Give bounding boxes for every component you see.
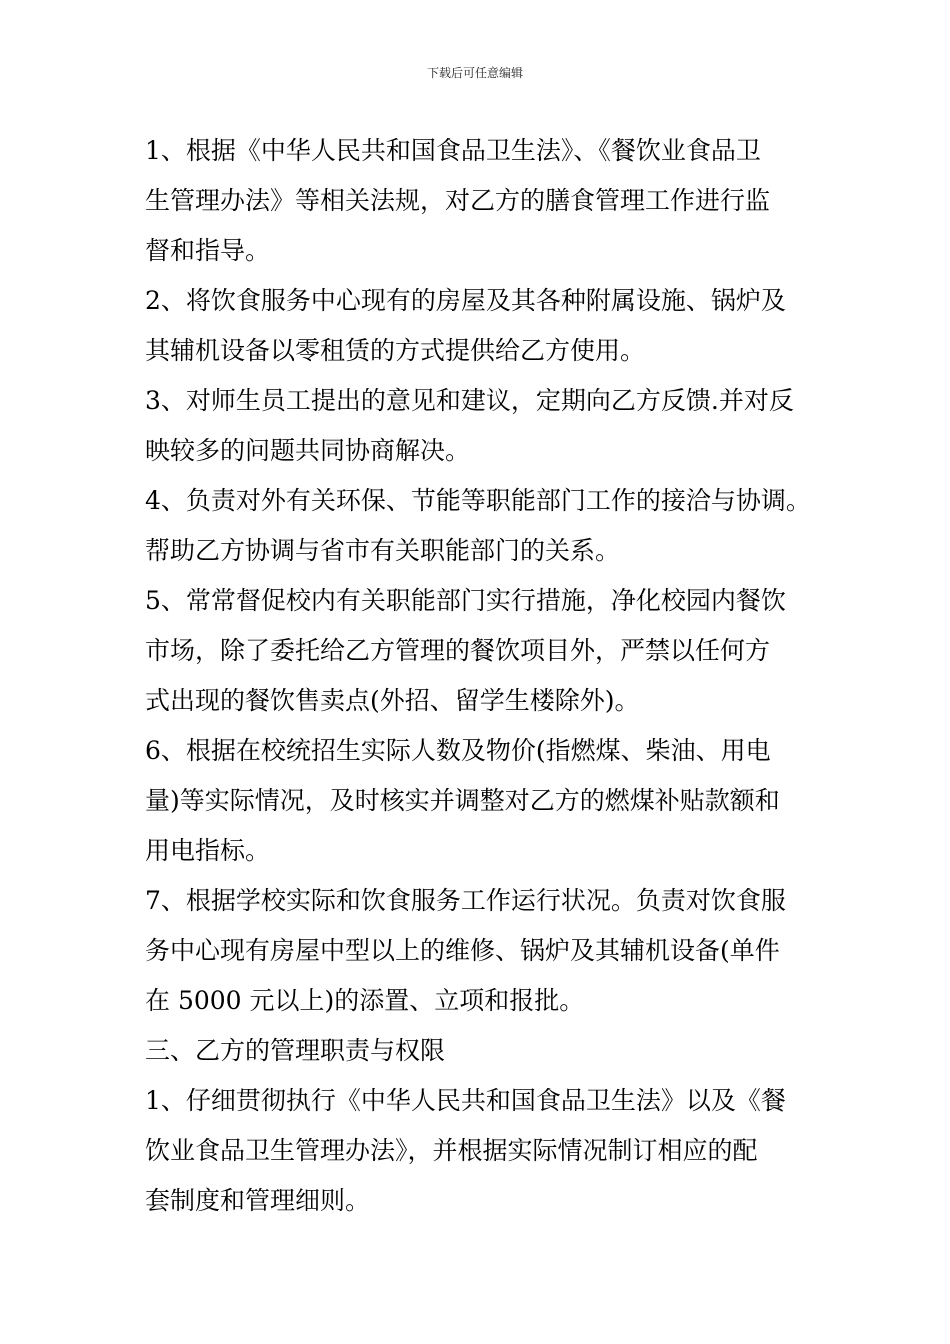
text-line: 2、将饮食服务中心现有的房屋及其各种附属设施、锅炉及 (145, 286, 786, 315)
text-line: 映较多的问题共同协商解决。 (145, 436, 471, 465)
text-line: 5、常常督促校内有关职能部门实行措施，净化校园内餐饮 (145, 586, 786, 615)
document-body (145, 126, 815, 1226)
text-line: 其辅机设备以零租赁的方式提供给乙方使用。 (145, 336, 646, 365)
text-line: 帮助乙方协调与省市有关职能部门的关系。 (145, 536, 621, 565)
page-header: 下载后可任意编辑 (426, 66, 523, 80)
text-line: 套制度和管理细则。 (145, 1186, 371, 1215)
text-line: 督和指导。 (145, 236, 271, 265)
text-line: 4、负责对外有关环保、节能等职能部门工作的接洽与协调。 (145, 486, 811, 515)
text-line: 生管理办法》等相关法规，对乙方的膳食管理工作进行监 (145, 186, 771, 215)
text-line: 1、仔细贯彻执行《中华人民共和国食品卫生法》以及《餐 (145, 1086, 786, 1115)
text-line: 6、根据在校统招生实际人数及物价(指燃煤、柴油、用电 (145, 736, 771, 765)
text-line: 市场，除了委托给乙方管理的餐饮项目外，严禁以任何方 (145, 636, 771, 665)
text-line: 量)等实际情况，及时核实并调整对乙方的燃煤补贴款额和 (145, 786, 780, 815)
text-line: 务中心现有房屋中型以上的维修、锅炉及其辅机设备(单件 (145, 936, 780, 965)
text-line: 3、对师生员工提出的意见和建议，定期向乙方反馈.并对反 (145, 386, 794, 415)
text-line: 在 5000 元以上)的添置、立项和报批。 (145, 986, 585, 1015)
text-line: 7、根据学校实际和饮食服务工作运行状况。负责对饮食服 (145, 886, 786, 915)
text-line: 饮业食品卫生管理办法》，并根据实际情况制订相应的配 (145, 1136, 758, 1165)
section-heading: 三、乙方的管理职责与权限 (145, 1036, 446, 1065)
text-line: 用电指标。 (145, 836, 271, 865)
text-line: 1、根据《中华人民共和国食品卫生法》、《餐饮业食品卫 (145, 136, 761, 165)
text-line: 式出现的餐饮售卖点(外招、留学生楼除外)。 (145, 686, 640, 715)
